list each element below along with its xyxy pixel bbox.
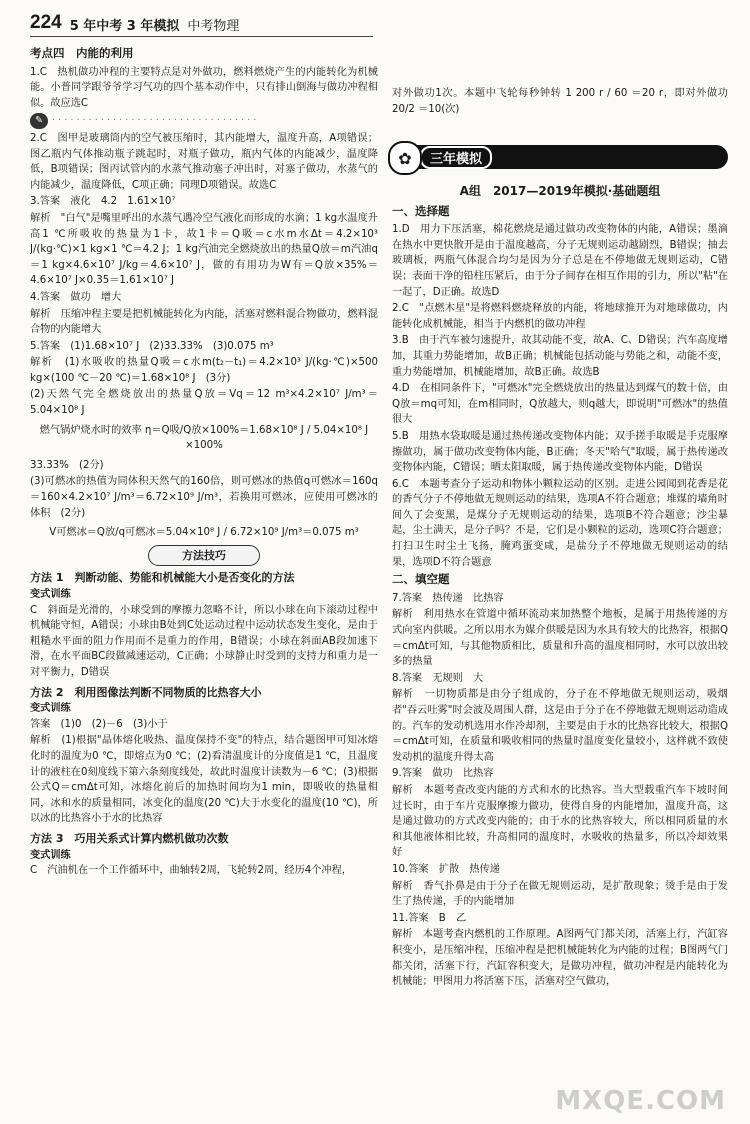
answer-item: 解析 本题考查改变内能的方式和水的比热容。当大型载重汽车下坡时间过长时，由于车片克服摩擦力做功，使得自身的内能增加，温度升高，这是通过做功的方式改变内能的；由于水的比热容较大，所以相同质量的水和其他液体相比较，升高相同的温度时，水吸收的热量多，所以冷却效果好 — [392, 784, 728, 859]
section-banner — [392, 145, 728, 169]
right-column — [392, 178, 728, 1120]
page-number: 224 — [30, 12, 62, 33]
watermark-logo: MXQE.COM — [555, 1086, 726, 1116]
method-tips-label: 方法技巧 — [148, 545, 260, 567]
answer-item: 解析 (1)水吸收的热量Q吸＝c水m(t₂－t₁)＝4.2×10³ J/(kg·℃)×500 kg×(100 ℃－20 ℃)＝1.68×10⁸ J (3分) — [30, 357, 378, 384]
volume-formula: V可燃冰＝Q放/q可燃冰＝5.04×10⁸ J / 6.72×10⁹ J/m³＝0.075 m³ — [49, 527, 359, 539]
group-title: A组 2017—2019年模拟·基础题组 — [459, 184, 661, 198]
mascot-icon: ✿ — [388, 141, 422, 175]
answer-item: 8.答案 无规则 大 — [392, 672, 484, 684]
banner-title: 三年模拟 — [420, 146, 492, 169]
method1-drill: 变式训练 — [30, 589, 71, 600]
answer-item: 解析 "白气"是嘴里呼出的水蒸气遇冷空气液化而形成的水滴；1 kg水温度升高1 ℃所吸收的热量为1卡，故1卡＝Q吸＝c水m水Δt＝4.2×10³ J/(kg·℃)×1 kg×1 ℃＝4.2 J；1 kg汽油完全燃烧放出的热量Q放＝m汽油q＝1 kg×4.6×10⁷ J/kg＝4.6×10⁷ J，做的有用功为W有＝Q放×35%＝4.6×10⁷ J×0.35＝1.61×10⁷ J — [30, 212, 378, 287]
tip-text: · · · · · · · · · · · · · · · · · · · · · · · · · · · · · · · · · · — [52, 115, 257, 127]
method3-text: C 汽油机在一个工作循环中，曲轴转2周，飞轮转2周，经历4个冲程， — [30, 865, 352, 877]
method2-title: 方法 2 利用图像法判断不同物质的比热容大小 — [30, 685, 262, 699]
answer-item: 5.B 用热水袋取暖是通过热传递改变物体内能；双手搓手取暖是手克服摩擦做功，属于做功改变物体内能，B正确；冬天"哈气"取暖，属于热传递改变物体内能，C错误；晒太阳取暖，属于热传递改变物体内能，D错误 — [392, 430, 728, 474]
answer-item: 2.C 图甲是玻璃筒内的空气被压缩时，其内能增大，温度升高，A项错误；图乙瓶内气体推动瓶子跳起时，对瓶子做功，瓶内气体的内能减少，温度降低，B项错误；图丙试管内的水蒸气推动塞子冲出时，对塞子做功，水蒸气的内能减少，温度降低，C项正确；同理D项错误。故选C — [30, 132, 378, 191]
method2-drill: 变式训练 — [30, 703, 71, 715]
part2-title: 二、填空题 — [392, 572, 450, 587]
answer-item: 解析 利用热水在管道中循环流动来加热整个地板，是属于用热传递的方式向室内供暖。之所以用水为媒介供暖是因为水具有较大的比热容，根据Q＝cmΔt可知，与其他物质相比，质量和升高的温度相同时，水可以放出较多的热量 — [392, 609, 728, 668]
answer-item: 3.答案 液化 4.2 1.61×10⁷ — [30, 196, 176, 208]
answer-item: 9.答案 做功 比热容 — [392, 768, 494, 780]
answer-item: 7.答案 热传递 比热容 — [392, 592, 504, 604]
book-title: 5 年中考 3 年模拟 — [69, 19, 180, 34]
answer-item: 6.C 本题考查分子运动和物体小颗粒运动的区别。走进公园闻到花香是花的香气分子不停地做无规则运动的结果，选项A不符合题意；堆煤的墙角时间久了会变黑，是煤分子无规则运动的结果，选项B不符合题意；沙尘暴起，尘土满天，是分子吗？不是，它们是小颗粒的运动，选项C符合题意；打扫卫生时尘土飞扬，腌鸡蛋变咸，是盐分子不停地做无规则运动的结果，选项D不符合题意 — [392, 478, 728, 568]
answer-item: 解析 本题考查内燃机的工作原理。A图两气门都关闭，活塞上行，汽缸容积变小，是压缩冲程，压缩冲程是把机械能转化为内能的过程；B图两气门都关闭，活塞下行，汽缸容积变大，是做功冲程，做功冲程是内能转化为机械能；甲图用力将活塞下压，活塞对空气做功， — [392, 929, 728, 988]
method1-text: C 斜面是光滑的，小球受到的摩擦力忽略不计，所以小球在向下滚动过程中机械能守恒，A错误；小球由B处到C处运动过程中运动状态发生变化，是由于粗糙水平面的阻力作用而不是重力的作用，B错误；小球在斜面AB段加速下滑，在水平面BC段做减速运动，C正确；小球静止时受到的支持力和重力是一对平衡力，D错误 — [30, 604, 378, 678]
answer-item: 2.C "点燃木星"是将燃料燃烧释放的内能，将地球推开为对地球做功，内能转化成机械能，相当于内燃机的做功冲程 — [392, 303, 728, 330]
efficiency-formula: 燃气锅炉烧水时的效率 η＝Q吸/Q放×100%＝1.68×10⁸ J / 5.04×10⁸ J ×100% — [39, 424, 369, 452]
method3-drill: 变式训练 — [30, 849, 71, 861]
answer-item: (2)天然气完全燃烧放出的热量Q放＝Vq＝12 m³×4.2×10⁷ J/m³＝5.04×10⁸ J — [30, 389, 378, 417]
answer-item: (3)可燃冰的热值为同体积天然气的160倍，则可燃冰的热值q可燃冰＝160q＝160×4.2×10⁷ J/m³＝6.72×10⁹ J/m³，若换用可燃冰，应使用可燃冰的体积 (2分) — [30, 476, 378, 519]
method2-text: 解析 (1)根据"晶体熔化吸热、温度保持不变"的特点，结合题图甲可知冰熔化时的温度为0 ℃，即熔点为0 ℃；(2)看清温度计的分度值是1 ℃，且温度计的液柱在0刻度线下第六条刻度线处，故此时温度计读数为－6 ℃；(3)根据公式Q＝cmΔt可知，冰熔化前后的加热时间均为1 min，即吸收的热量相同，冰和水的质量相同，冰变化的温度(20 ℃)大于水变化的温度(10 ℃)，所以冰的比热容小于水的比热容 — [30, 735, 378, 825]
answer-item: 11.答案 B 乙 — [392, 912, 467, 924]
method2-answer: 答案 (1)0 (2)－6 (3)小于 — [30, 718, 168, 730]
answer-item: 3.B 由于汽车被匀速提升，故其动能不变，故A、C、D错误；汽车高度增加，其重力势能增加，故B正确；机械能包括动能与势能之和，动能不变，重力势能增加，机械能增加，故B正确。故选B — [392, 335, 728, 378]
answer-item: 4.D 在相同条件下，"可燃冰"完全燃烧放出的热量达到煤气的数十倍，由Q放＝mq可知，在m相同时，Q放越大，则q越大，即说明"可燃冰"的热值很大 — [392, 383, 728, 426]
section-title: 考点四 内能的利用 — [30, 46, 134, 60]
answer-item: 33.33% (2分) — [30, 459, 104, 471]
answer-item: 5.答案 (1)1.68×10⁷ J (2)33.33% (3)0.075 m³ — [30, 340, 274, 352]
answer-item: 1.C 热机做功冲程的主要特点是对外做功，燃料燃烧产生的内能转化为机械能。小普同学跟爷爷学习气功的四个基本动作中，只有排山倒海与做功冲程相似。故应选C — [30, 66, 378, 109]
answer-item: 解析 香气扑鼻是由于分子在做无规则运动，是扩散现象；烫手是由于发生了热传递，手的内能增加 — [392, 880, 728, 908]
left-column — [30, 44, 378, 1120]
answer-item: 4.答案 做功 增大 — [30, 291, 122, 303]
tip-icon: ✎ — [30, 113, 48, 129]
subject-title: 中考物理 — [187, 19, 240, 34]
tip-box — [30, 113, 378, 129]
header-rule — [30, 36, 373, 37]
answer-item: 1.D 用力下压活塞，棉花燃烧是通过做功改变物体的内能，A错误；墨滴在热水中更快散开是由于温度越高，分子无规则运动越剧烈，B错误；抽去玻璃板，两瓶气体混合均匀是因为分子总是在不停地做无规则运动，C错误；表面干净的铅柱压紧后，由于分子间存在相互作用的引力，所以"粘"在一起了，D正确。故选D — [392, 224, 728, 298]
method1-title: 方法 1 判断动能、势能和机械能大小是否变化的方法 — [30, 571, 295, 585]
right-top-text — [392, 86, 728, 118]
continuation-text: 对外做功1次。本题中飞轮每秒钟转 1 200 r / 60 ＝20 r，即对外做功 20/2 ＝10(次) — [392, 88, 728, 115]
answer-item: 10.答案 扩散 热传递 — [392, 863, 500, 875]
part1-title: 一、选择题 — [392, 203, 450, 218]
answer-item: 解析 压缩冲程主要是把机械能转化为内能，活塞对燃料混合物做功，燃料混合物的内能增大 — [30, 308, 378, 336]
method3-title: 方法 3 巧用关系式计算内燃机做功次数 — [30, 831, 229, 845]
page-header — [30, 8, 730, 34]
answer-item: 解析 一切物质都是由分子组成的，分子在不停地做无规则运动，吸烟者"吞云吐雾"时会波及周围人群，这是由于分子在不停地做无规则运动造成的。汽车的发动机选用水作冷却剂，主要是由于水的比热容比较大，根据Q＝cmΔt可知，在质量和吸收相同的热量时温度变化量较小，这样就不致使发动机的温度升得太高 — [392, 689, 728, 763]
